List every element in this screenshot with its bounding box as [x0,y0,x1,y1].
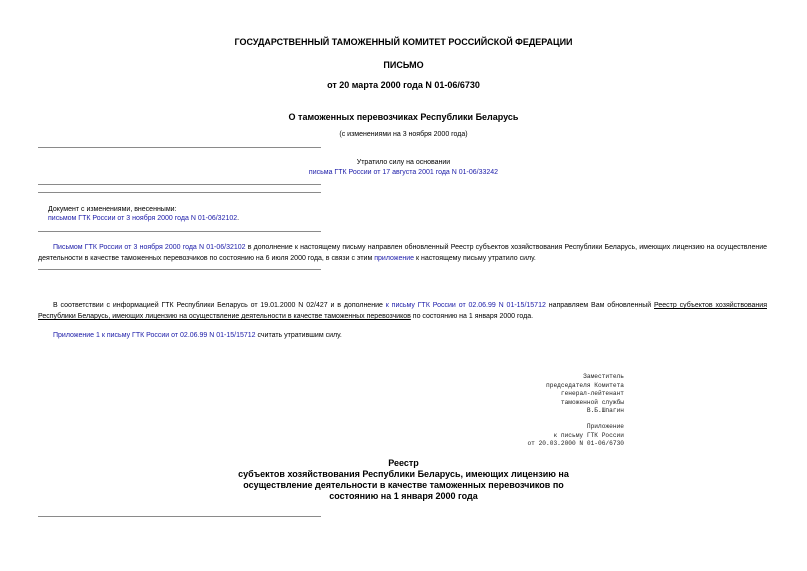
paragraph-repeal-appendix [53,332,342,339]
document-title: О таможенных перевозчиках Республики Беларусь [288,112,519,122]
amend-note-text: Документ с изменениями, внесенными: [48,206,177,213]
divider [38,231,321,232]
divider [38,147,321,148]
signature-line: председателя Комитета [546,381,624,389]
appendix-reference-line: от 20.03.2000 N 01-06/6730 [527,440,624,448]
amend-note-end: . [237,215,240,222]
amend-note-line [48,215,239,222]
appendix-1-link[interactable]: Приложение 1 к письму ГТК России от 02.06.99 N 01-15/15712 [53,332,256,339]
paragraph-main-text-2: направляем Вам обновленный [545,302,655,309]
registry-line: осуществление деятельности в качестве таможенных перевозчиков по [243,480,564,490]
divider [38,516,321,517]
paragraph-main [38,300,767,322]
paragraph-repeal-appendix-text: считать утратившим силу. [255,332,342,339]
amend-note-link[interactable]: письмом ГТК России от 3 ноября 2000 года N 01-06/32102 [48,215,238,222]
divider [38,269,321,270]
paragraph-main-end: по состоянию на 1 января 2000 года. [410,313,534,320]
appendix-reference-line: к письму ГТК России [553,431,624,439]
paragraph-amendment-text: в дополнение к настоящему письму направлен обновленный Реестр субъектов хозяйствования Республики Беларусь, имеющих лицензию на осуществление деятельности в качестве таможенных перевозчиков по состоянию на 6 июля 2000 года, в связи с этим [38,244,768,262]
letter-reference-link[interactable]: к письму ГТК России от 02.06.99 N 01-15/15712 [385,302,546,309]
divider [38,192,321,193]
registry-link[interactable]: Реестр субъектов хозяйствования Республики Беларусь, имеющих лицензию на осуществление деятельности в качестве таможенных перевозчиков [38,302,767,320]
repeal-text: Утратило силу на основании [356,159,451,166]
committee-title: ГОСУДАРСТВЕННЫЙ ТАМОЖЕННЫЙ КОМИТЕТ РОССИЙСКОЙ ФЕДЕРАЦИИ [234,37,573,47]
divider [38,184,321,185]
repeal-link[interactable]: письма ГТК России от 17 августа 2001 года N 01-06/33242 [308,169,499,176]
registry-title: Реестр [388,458,419,468]
signature-line: таможенной службы [560,398,624,406]
changes-note: (с изменениями на 3 ноября 2000 года) [339,131,468,138]
signature-line: Заместитель [583,373,624,380]
paragraph-main-text: В соответствии с информацией ГТК Республики Беларусь от 19.01.2000 N 02/427 и в дополнение [53,302,386,309]
signature-block [546,373,624,416]
registry-line: состоянию на 1 января 2000 года [329,491,478,501]
appendix-reference [527,423,624,449]
paragraph-amendment-link[interactable]: Письмом ГТК России от 3 ноября 2000 года N 01-06/32102 [53,244,246,251]
paragraph-amendment-end: к настоящему письму утратило силу. [414,255,536,262]
registry-line: субъектов хозяйствования Республики Беларусь, имеющих лицензию на [238,469,569,479]
document-type: ПИСЬМО [383,60,424,70]
appendix-link[interactable]: приложение [374,255,415,262]
signature-name: В.Б.Шпагин [586,407,624,415]
signature-line: генерал-лейтенант [560,390,624,398]
document-date: от 20 марта 2000 года N 01-06/6730 [327,80,480,90]
appendix-reference-line: Приложение [586,423,624,430]
paragraph-amendment [38,242,767,264]
registry-heading [0,458,807,502]
